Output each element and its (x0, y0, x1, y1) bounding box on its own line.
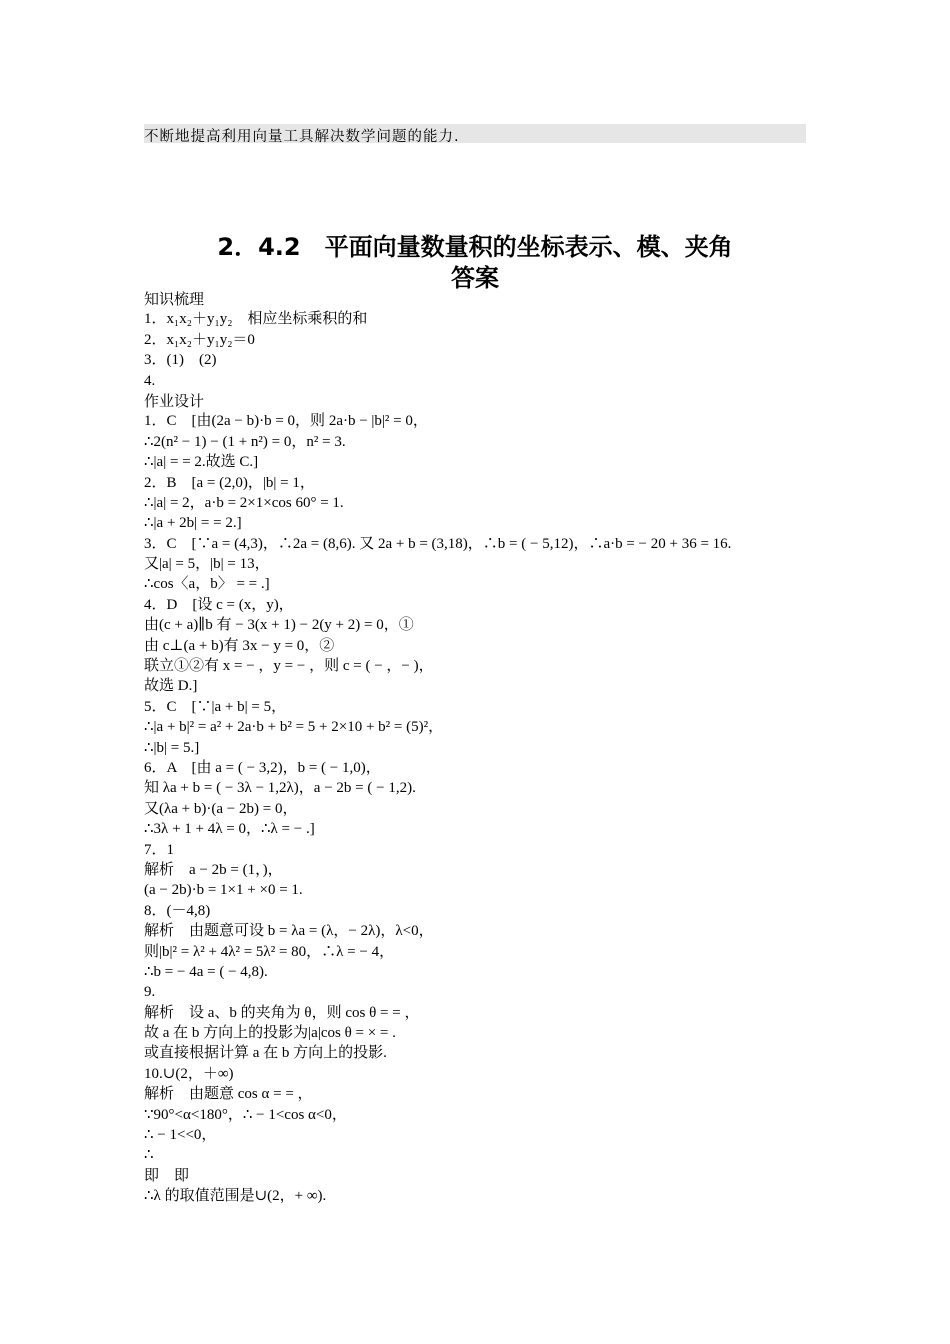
answer-line: ∴|a + 2b| = = 2.] (144, 515, 242, 532)
answer-content (144, 289, 824, 1207)
highlighted-text-band (144, 124, 806, 143)
answer-line: 2．x₁x₂＋y₁y₂＝0 (144, 331, 255, 348)
answer-line: 9. (144, 984, 156, 1001)
answer-line: ∵90°<α<180°，∴ − 1<cos α<0， (144, 1106, 347, 1123)
answer-line: ∴|a| = = 2.故选 C.] (144, 454, 259, 471)
answer-line: 故 a 在 b 方向上的投影为|a|cos θ = × = . (144, 1025, 396, 1042)
answer-line: 3．C [∵a = (4,3)，∴2a = (8,6). 又 2a + b = (3,18)，∴b = ( − 5,12)，∴a·b = − 20 + 36 = 16. (144, 535, 732, 552)
top-band-text: 不断地提高利用向量工具解决数学问题的能力. (144, 129, 460, 145)
answer-line: ∴ (144, 1147, 154, 1164)
answer-line: 即 即 (144, 1167, 190, 1184)
answer-line: 10.∪(2，＋∞) (144, 1065, 234, 1082)
answer-line: 2．B [a = (2,0)，|b| = 1， (144, 474, 315, 491)
answer-line: 解析 a − 2b = (1，)， (144, 861, 283, 878)
answer-line: 解析 由题意可设 b = λa = (λ，− 2λ)，λ<0， (144, 923, 434, 940)
answer-line: 由 c⊥(a + b)有 3x − y = 0，② (144, 637, 335, 654)
answer-line: 6．A [由 a = ( − 3,2)，b = ( − 1,0)， (144, 759, 381, 776)
answer-line: 又|a| = 5，|b| = 13， (144, 556, 270, 573)
answer-line: 又(λa + b)·(a − 2b) = 0， (144, 800, 298, 817)
section-heading: 作业设计 (144, 391, 205, 410)
answer-line: ∴|a| = 2，a·b = 2×1×cos 60° = 1. (144, 494, 344, 511)
answer-line: 解析 由题意 cos α = = ， (144, 1086, 313, 1103)
section-heading: 知识梳理 (144, 290, 205, 308)
answer-line: 则|b|² = λ² + 4λ² = 5λ² = 80，∴λ = − 4， (144, 943, 395, 960)
answer-line: 知 λa + b = ( − 3λ − 1,2λ)，a − 2b = ( − 1,2). (144, 780, 416, 797)
answer-line: 4．D [设 c = (x，y)， (144, 596, 294, 613)
answer-line: ∴cos〈a，b〉 = = .] (144, 576, 270, 593)
answer-line: 解析 设 a、b 的夹角为 θ，则 cos θ = = ， (144, 1004, 420, 1021)
answer-line: 3．(1) (2) (144, 352, 217, 369)
answer-line: 或直接根据计算 a 在 b 方向上的投影. (144, 1045, 387, 1062)
answer-heading: 答案 (451, 264, 499, 292)
answer-line: 由(c + a)∥b 有 − 3(x + 1) − 2(y + 2) = 0，① (144, 617, 414, 634)
answer-line: 1．x₁x₂＋y₁y₂ 相应坐标乘积的和 (144, 311, 368, 328)
answer-line: (a − 2b)·b = 1×1 + ×0 = 1. (144, 882, 303, 899)
answer-line: ∴3λ + 1 + 4λ = 0，∴λ = − .] (144, 821, 315, 838)
answer-line: 4. (144, 372, 156, 389)
answer-line: ∴b = − 4a = ( − 4,8). (144, 963, 268, 980)
answer-line: 1．C [由(2a − b)·b = 0，则 2a·b − |b|² = 0， (144, 413, 428, 430)
section-title: 2．4.2 平面向量数量积的坐标表示、模、夹角 (217, 233, 733, 261)
answer-line: ∴|b| = 5.] (144, 739, 200, 756)
answer-line: ∴2(n² − 1) − (1 + n²) = 0，n² = 3. (144, 433, 346, 450)
answer-line: ∴|a + b|² = a² + 2a·b + b² = 5 + 2×10 + b² = (5)²， (144, 719, 444, 736)
answer-line: 7．1 (144, 841, 175, 858)
answer-line: 5．C [∵|a + b| = 5， (144, 698, 287, 715)
answer-line: 故选 D.] (144, 678, 198, 695)
answer-line: 联立①②有 x = − ，y = − ，则 c = ( − ，− )， (144, 658, 434, 675)
answer-line: ∴λ 的取值范围是∪(2，+ ∞). (144, 1188, 327, 1205)
answer-line: 8．(－4,8) (144, 902, 211, 919)
answer-line: ∴ − 1<<0， (144, 1127, 217, 1144)
